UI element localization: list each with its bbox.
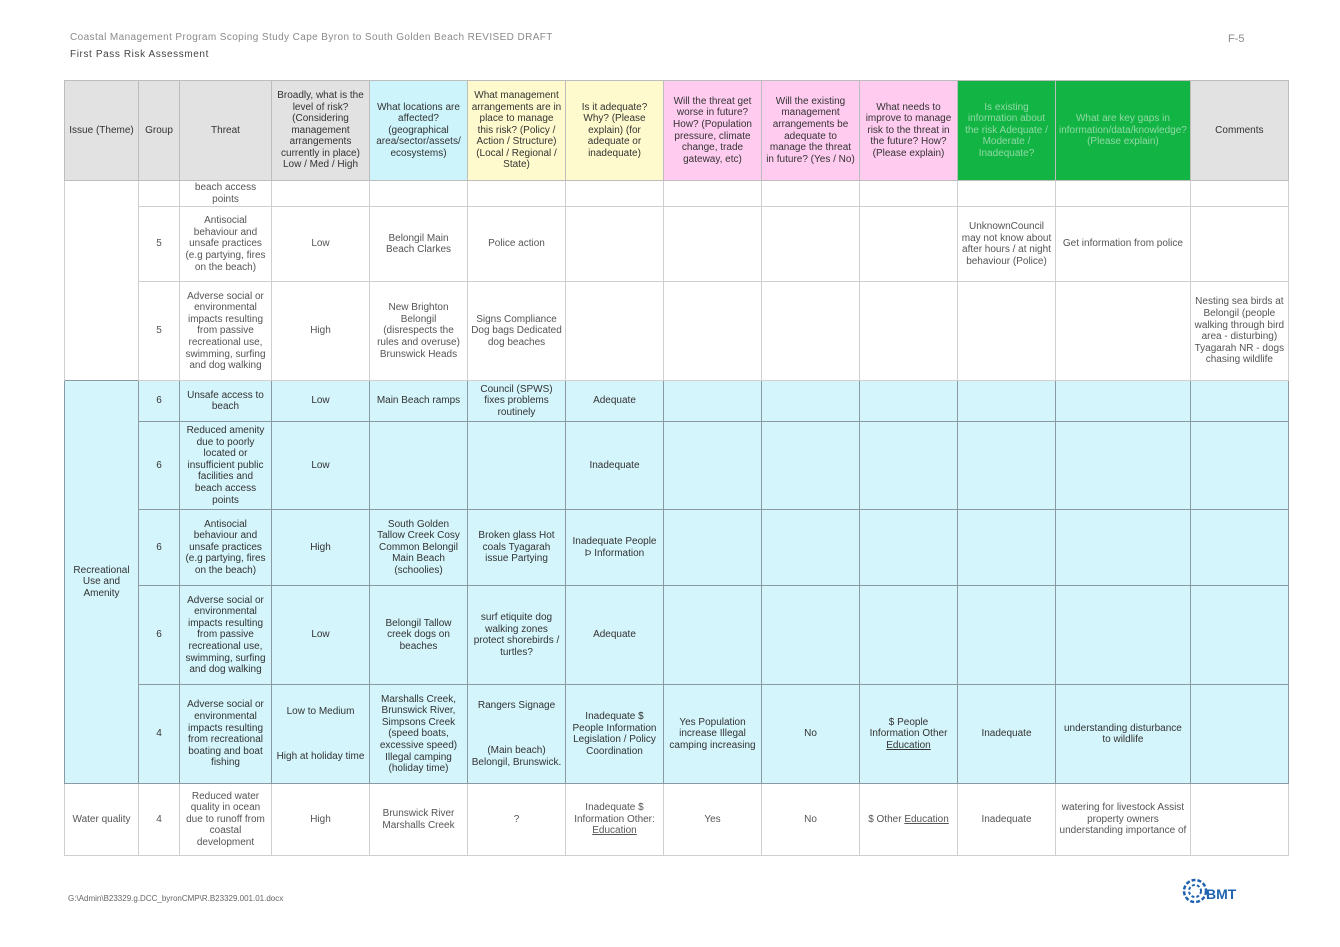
locations-cell: Belongil Tallow creek dogs on beaches [370, 586, 468, 685]
table-row [65, 586, 1289, 685]
arrangements-cell: Broken glass Hot coals Tyagarah issue Partying [468, 510, 566, 586]
page-number: F-5 [1228, 33, 1245, 45]
improve-cell [860, 510, 958, 586]
group-cell: 5 [139, 282, 180, 381]
document-title: Coastal Management Program Scoping Study Cape Byron to South Golden Beach REVISED DRAFT [70, 32, 553, 43]
info-cell: Inadequate [958, 784, 1056, 856]
table-row [65, 381, 1289, 422]
adequate-cell: Inadequate People Þ Information [566, 510, 664, 586]
info-cell [958, 381, 1056, 422]
adequate-cell: Adequate [566, 381, 664, 422]
risk-cell: Low [272, 381, 370, 422]
group-cell: 6 [139, 381, 180, 422]
future-cell: Yes Population increase Illegal camping increasing [664, 685, 762, 784]
improve-cell [860, 586, 958, 685]
locations-cell [370, 422, 468, 510]
footer-file-path: G:\Admin\B23329.g.DCC_byronCMP\R.B23329.001.01.docx [68, 894, 284, 903]
improve-text: $ People Information Other [869, 716, 948, 740]
arrangements-cell: Council (SPWS) fixes problems routinely [468, 381, 566, 422]
comments-cell [1190, 784, 1288, 856]
adequate-cell [566, 181, 664, 207]
future-cell [664, 381, 762, 422]
improve-cell [860, 685, 958, 784]
arrangements-cell: Police action [468, 207, 566, 282]
comments-cell [1190, 207, 1288, 282]
existing-ok-cell [762, 586, 860, 685]
gaps-cell [1056, 422, 1191, 510]
bmt-logo [1182, 878, 1250, 908]
col-header-risk-level: Broadly, what is the level of risk? (Considering management arrangements currently in place) Low / Med / High [272, 81, 370, 181]
adequate-cell [566, 282, 664, 381]
info-cell [958, 282, 1056, 381]
threat-cell: Reduced water quality in ocean due to runoff from coastal development [180, 784, 272, 856]
education-link: Education [592, 825, 637, 837]
group-cell: 6 [139, 422, 180, 510]
table-row [65, 510, 1289, 586]
adequate-cell [566, 784, 664, 856]
gaps-cell: watering for livestock Assist property owners understanding importance of [1056, 784, 1191, 856]
existing-ok-cell: No [762, 685, 860, 784]
arrangements-cell: ? [468, 784, 566, 856]
future-cell [664, 510, 762, 586]
arrangements-top: Rangers Signage [477, 699, 556, 711]
locations-cell: Main Beach ramps [370, 381, 468, 422]
col-header-gaps: What are key gaps in information/data/knowledge? (Please explain) [1056, 81, 1191, 181]
comments-cell [1190, 422, 1288, 510]
document-subtitle: First Pass Risk Assessment [70, 49, 209, 60]
gaps-cell [1056, 181, 1191, 207]
threat-cell: Reduced amenity due to poorly located or insufficient public facilities and beach access points [180, 422, 272, 510]
existing-ok-cell [762, 510, 860, 586]
col-header-group: Group [139, 81, 180, 181]
group-cell: 4 [139, 685, 180, 784]
existing-ok-cell [762, 181, 860, 207]
risk-cell [272, 181, 370, 207]
comments-cell [1190, 510, 1288, 586]
future-cell [664, 181, 762, 207]
risk-cell: High [272, 282, 370, 381]
risk-cell: Low [272, 586, 370, 685]
group-cell: 4 [139, 784, 180, 856]
table-row [65, 282, 1289, 381]
improve-cell [860, 422, 958, 510]
improve-cell [860, 207, 958, 282]
gaps-cell [1056, 586, 1191, 685]
risk-cell: High [272, 784, 370, 856]
comments-cell [1190, 685, 1288, 784]
col-header-comments: Comments [1190, 81, 1288, 181]
risk-cell: Low [272, 207, 370, 282]
education-link: Education [904, 813, 949, 825]
existing-ok-cell: No [762, 784, 860, 856]
improve-cell [860, 381, 958, 422]
existing-ok-cell [762, 207, 860, 282]
col-header-existing-ok: Will the existing management arrangements be adequate to manage the threat in future? (Yes / No) [762, 81, 860, 181]
future-cell [664, 282, 762, 381]
existing-ok-cell [762, 282, 860, 381]
table-row [65, 784, 1289, 856]
table-row [65, 181, 1289, 207]
table-row [65, 422, 1289, 510]
info-cell: UnknownCouncil may not know about after hours / at night behaviour (Police) [958, 207, 1056, 282]
arrangements-cell [468, 685, 566, 784]
risk-cell: High [272, 510, 370, 586]
col-header-adequate: Is it adequate? Why? (Please explain) (for adequate or inadequate) [566, 81, 664, 181]
col-header-arrangements: What management arrangements are in place to manage this risk? (Policy / Action / Structure) (Local / Regional / State) [468, 81, 566, 181]
future-cell [664, 586, 762, 685]
logo-text: BMT [1206, 886, 1237, 902]
group-cell: 6 [139, 510, 180, 586]
col-header-threat: Threat [180, 81, 272, 181]
future-cell [664, 422, 762, 510]
future-cell [664, 207, 762, 282]
adequate-text: Inadequate $ Information Other: [574, 802, 655, 825]
arrangements-cell [468, 181, 566, 207]
future-cell: Yes [664, 784, 762, 856]
locations-cell: New Brighton Belongil (disrespects the rules and overuse) Brunswick Heads [370, 282, 468, 381]
gaps-cell [1056, 510, 1191, 586]
arrangements-cell: Signs Compliance Dog bags Dedicated dog beaches [468, 282, 566, 381]
risk-cell [272, 685, 370, 784]
col-header-issue: Issue (Theme) [65, 81, 139, 181]
improve-cell [860, 282, 958, 381]
threat-cell: beach access points [180, 181, 272, 207]
adequate-cell: Adequate [566, 586, 664, 685]
locations-cell: Belongil Main Beach Clarkes [370, 207, 468, 282]
locations-cell [370, 181, 468, 207]
risk-holiday: High at holiday time [276, 751, 365, 763]
info-cell [958, 422, 1056, 510]
globe-icon [1182, 878, 1208, 904]
issue-cell [65, 181, 139, 381]
group-cell [139, 181, 180, 207]
issue-cell: Recreational Use and Amenity [65, 381, 139, 784]
gaps-cell [1056, 282, 1191, 381]
locations-cell: Marshalls Creek, Brunswick River, Simpsons Creek (speed boats, excessive speed) Illegal camping (holiday time) [370, 685, 468, 784]
table-row [65, 207, 1289, 282]
gaps-cell: understanding disturbance to wildlife [1056, 685, 1191, 784]
col-header-improve: What needs to improve to manage risk to the threat in the future? How? (Please explain) [860, 81, 958, 181]
info-cell: Inadequate [958, 685, 1056, 784]
adequate-cell: Inadequate [566, 422, 664, 510]
improve-cell [860, 181, 958, 207]
comments-cell [1190, 181, 1288, 207]
info-cell [958, 181, 1056, 207]
threat-cell: Adverse social or environmental impacts resulting from recreational boating and boat fishing [180, 685, 272, 784]
threat-cell: Adverse social or environmental impacts resulting from passive recreational use, swimming, surfing and dog walking [180, 586, 272, 685]
arrangements-bottom: (Main beach) Belongil, Brunswick. [471, 745, 562, 768]
group-cell: 6 [139, 586, 180, 685]
improve-cell [860, 784, 958, 856]
threat-cell: Antisocial behaviour and unsafe practices (e.g partying, fires on the beach) [180, 510, 272, 586]
education-link: Education [886, 739, 931, 751]
info-cell [958, 586, 1056, 685]
locations-cell: Brunswick River Marshalls Creek [370, 784, 468, 856]
arrangements-cell: surf etiquite dog walking zones protect shorebirds / turtles? [468, 586, 566, 685]
threat-cell: Unsafe access to beach [180, 381, 272, 422]
existing-ok-cell [762, 381, 860, 422]
risk-cell: Low [272, 422, 370, 510]
threat-cell: Antisocial behaviour and unsafe practices (e.g partying, fires on the beach) [180, 207, 272, 282]
threat-cell: Adverse social or environmental impacts resulting from passive recreational use, swimming, surfing and dog walking [180, 282, 272, 381]
comments-cell [1190, 381, 1288, 422]
col-header-locations: What locations are affected? (geographical area/sector/assets/ ecosystems) [370, 81, 468, 181]
arrangements-cell [468, 422, 566, 510]
existing-ok-cell [762, 422, 860, 510]
info-cell [958, 510, 1056, 586]
table-row [65, 685, 1289, 784]
locations-cell: South Golden Tallow Creek Cosy Common Belongil Main Beach (schoolies) [370, 510, 468, 586]
adequate-cell: Inadequate $ People Information Legislation / Policy Coordination [566, 685, 664, 784]
header-row [65, 81, 1289, 181]
col-header-info: Is existing information about the risk Adequate / Moderate / Inadequate? [958, 81, 1056, 181]
improve-text: $ Other [868, 813, 902, 825]
col-header-future: Will the threat get worse in future? How? (Population pressure, climate change, trade gateway, etc) [664, 81, 762, 181]
group-cell: 5 [139, 207, 180, 282]
adequate-cell [566, 207, 664, 282]
risk-normal: Low to Medium [286, 705, 355, 717]
risk-assessment-table [64, 80, 1289, 856]
comments-cell: Nesting sea birds at Belongil (people walking through bird area - disturbing) Tyagarah NR - dogs chasing wildlife [1190, 282, 1288, 381]
issue-cell: Water quality [65, 784, 139, 856]
comments-cell [1190, 586, 1288, 685]
gaps-cell: Get information from police [1056, 207, 1191, 282]
gaps-cell [1056, 381, 1191, 422]
